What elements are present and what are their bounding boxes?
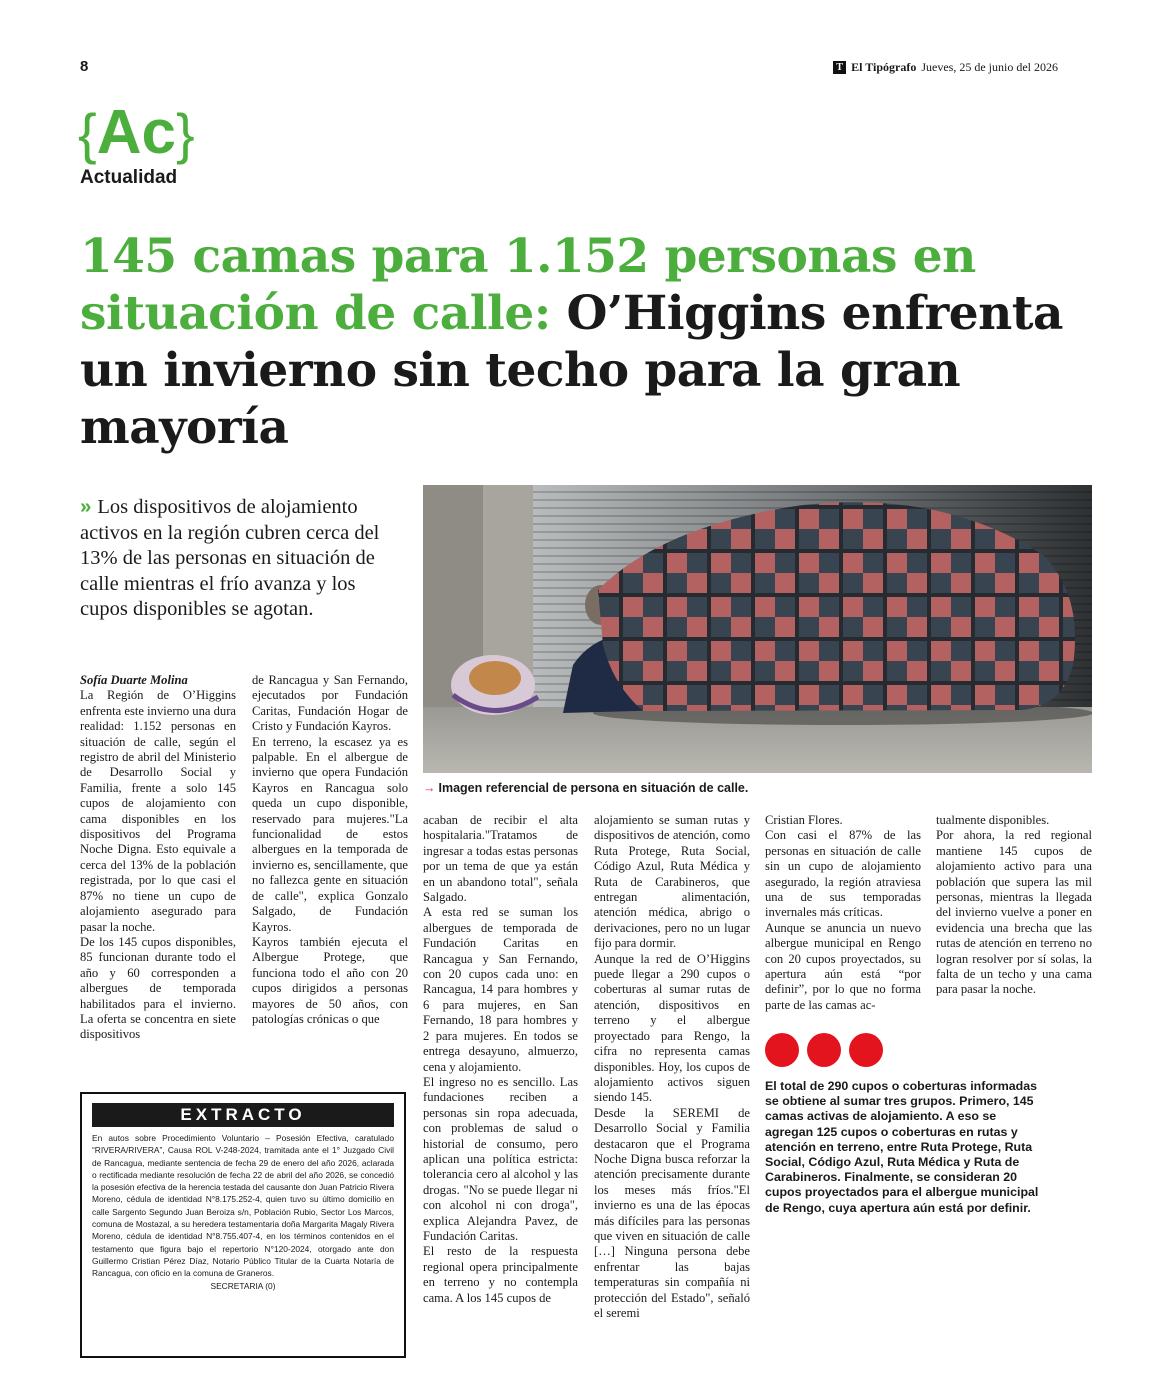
section-brand <box>78 98 195 189</box>
article-paragraph: Desde la SEREMI de Desarrollo Social y Familia destacaron que el Programa Noche Digna busca reforzar la atención precisamente durante los meses más fríos."El invierno es una de las épocas más difíciles para las personas que viven en situación de calle […] Ninguna persona debe enfrentar las bajas temperaturas sin compañía ni protección del Estado", señaló el seremi <box>594 1105 750 1320</box>
article-column-3 <box>423 813 578 1306</box>
article-paragraph: El ingreso no es sencillo. Las fundaciones reciben a personas sin ropa adecuada, con problemas de salud o historial de consumo, pero aplican una política estricta: tolerancia cero al alcohol y las drogas. "No se puede llegar ni con alcohol ni con droga", explica Alejandra Pavez, de Fundación Caritas. <box>423 1074 578 1243</box>
section-code <box>78 98 195 169</box>
article-column-2 <box>252 673 408 1027</box>
article-column-1 <box>80 673 236 1043</box>
brace-close: } <box>175 102 195 165</box>
legal-notice-signature: SECRETARIA (0) <box>210 1280 276 1291</box>
article-paragraph: Cristian Flores. <box>765 813 843 827</box>
legal-notice-body: En autos sobre Procedimiento Voluntario – Posesión Efectiva, caratulado “RIVERA/RIVERA”, Causa ROL V-248-2024, tramitada ante el 1° Juzgado Civil de Rancagua, mediante sentencia de fecha 29 de enero del año 2026, aclarada o rectificada mediante resolución de fecha 22 de abril del año 2026, se concedió la posesión efectiva de la herencia testada del causante don Juan Patricio Rivera Moreno, cédula de identidad N°8.175.252-4, quien tuvo su último domicilio en calle Sargento Segundo Juan Beroiza s/n, Población Rubio, Sector Los Marcos, comuna de Mostazal, a su heredera testamentaria doña Margarita Magaly Rivera Moreno, cédula de identidad N°8.755.407-4, en los términos contenidos en el testamento que figura bajo el repertorio N°120-2024, otorgado ante don Guillermo Cristian Pérez Díaz, Notario Público Titular de la Cuarta Notaría de Rancagua, con oficio en la comuna de Graneros. <box>92 1133 394 1279</box>
article-paragraph: de Rancagua y San Fernando, ejecutados por Fundación Caritas, Fundación Hogar de Cristo y Fundación Kayros. <box>252 673 408 734</box>
headline-green: 145 camas para 1.152 personas en situación de calle: <box>80 229 976 341</box>
article-column-5 <box>765 813 921 1013</box>
red-dot-icon <box>807 1033 841 1067</box>
article-paragraph: Kayros también ejecuta el Albergue Protege, que funciona todo el año con 20 cupos dirigidos a personas mayores de 50 años, con patologías crónicas o que <box>252 934 408 1026</box>
legal-notice-box <box>80 1092 406 1358</box>
article-paragraph: Con casi el 87% de las personas en situación de calle sin un cupo de alojamiento asegurado, la región atraviesa una de sus temporadas invernales más críticas. <box>765 828 921 920</box>
article-paragraph: Por ahora, la red regional mantiene 145 cupos de alojamiento activo para una población que supera las mil personas, mientras la llegada del invierno vuelve a poner en evidencia una brecha que las rutas de atención en terreno no logran resolver por sí solas, la falta de un techo y una cama para pasar la noche. <box>936 828 1092 997</box>
headline-black: O’Higgins enfrenta un invierno sin techo para la gran mayoría <box>80 286 1063 455</box>
article-paragraph: En terreno, la escasez ya es palpable. En el albergue de invierno que opera Fundación Kayros en Rancagua solo queda un cupo disponible, reservado para mujeres."La funcionalidad de estos albergues en la temporada de invierno es, sencillamente, que no fallezca gente en situación de calle", explica Gonzalo Salgado, de Fundación Kayros. <box>252 734 408 934</box>
headline <box>80 228 1090 456</box>
deck-text: Los dispositivos de alojamiento activos en la región cubren cerca del 13% de las personas en situación de calle mientras el frío avanza y los cupos disponibles se agotan. <box>80 496 380 620</box>
article-photo <box>423 485 1092 773</box>
byline: Sofía Duarte Molina <box>80 673 188 687</box>
red-dot-icon <box>849 1033 883 1067</box>
caption-arrow-icon: → <box>423 781 436 795</box>
article-paragraph: alojamiento se suman rutas y dispositivos de atención, como Ruta Protege, Ruta Social, Código Azul, Ruta Médica y Ruta de Carabineros, que entregan alimentación, atención médica, abrigo o derivaciones, pero no un lugar fijo para dormir. <box>594 813 750 951</box>
publication-logo-icon: T <box>833 61 846 74</box>
article-paragraph: De los 145 cupos disponibles, 85 funcionan durante todo el año y 60 corresponden a albergues de temporada habilitados para el invierno. La oferta se concentra en siete dispositivos <box>80 934 236 1042</box>
article-paragraph: acaban de recibir el alta hospitalaria."Tratamos de ingresar a todas estas personas por un tema de que ya están en un abandono total", señala Salgado. <box>423 813 578 905</box>
article-paragraph: Aunque se anuncia un nuevo albergue municipal en Rengo con 20 cupos proyectados, su apertura aún está “por definir”, por lo que no forma parte de las camas ac- <box>765 920 921 1012</box>
deck <box>80 494 400 623</box>
caption-text: Imagen referencial de persona en situación de calle. <box>438 781 749 795</box>
publication-name: El Tipógrafo <box>851 60 917 74</box>
section-code-letters: Ac <box>96 98 176 167</box>
article-column-6 <box>936 813 1092 998</box>
section-label: Actualidad <box>80 167 178 188</box>
brace-open: { <box>78 102 97 165</box>
issue-date: Jueves, 25 de junio del 2026 <box>921 60 1058 74</box>
red-dot-icon <box>765 1033 799 1067</box>
photo-caption <box>423 781 748 795</box>
legal-notice-title: EXTRACTO <box>92 1103 394 1127</box>
article-paragraph: El resto de la respuesta regional opera principalmente en terreno y no contempla cama. A los 145 cupos de <box>423 1244 578 1305</box>
article-paragraph: La Región de O’Higgins enfrenta este invierno una dura realidad: 1.152 personas en situación de calle, según el registro de abril del Ministerio de Desarrollo Social y Familia, frente a solo 145 cupos de alojamiento con cama disponibles en los dispositivos del Programa Noche Digna. Esto equivale a cerca del 13% de la población registrada, por lo que casi el 87% no tiene un cupo de alojamiento asegurado para pasar la noche. <box>80 688 236 934</box>
article-paragraph: tualmente disponibles. <box>936 813 1050 827</box>
page-number: 8 <box>80 58 89 75</box>
callout-text: El total de 290 cupos o coberturas informadas se obtiene al sumar tres grupos. Primero, 145 camas activas de alojamiento. A eso se agregan 125 cupos o coberturas en rutas y atención en terreno, entre Ruta Protege, Ruta Social, Código Azul, Ruta Médica y Ruta de Carabineros. Finalmente, se consideran 20 cupos proyectados para el albergue municipal de Rengo, cuya apertura aún está por definir. <box>765 1079 1039 1215</box>
article-paragraph: Aunque la red de O’Higgins puede llegar a 290 cupos o coberturas al sumar rutas de atención, dispositivos en terreno y el albergue proyectado para Rengo, la cifra no representa camas disponibles. Hoy, los cupos de alojamiento activos siguen siendo 145. <box>594 951 750 1105</box>
deck-marker-icon: » <box>80 495 92 518</box>
callout-dots <box>765 1033 883 1067</box>
article-paragraph: A esta red se suman los albergues de temporada de Fundación Caritas en Rancagua y San Fernando, con 20 cupos cada uno: en Rancagua, 14 para hombres y 6 para mujeres, en San Fernando, 18 para hombres y 2 para mujeres. En todos se entrega desayuno, almuerzo, cena y alojamiento. <box>423 905 578 1074</box>
masthead <box>833 60 1058 75</box>
article-column-4 <box>594 813 750 1321</box>
